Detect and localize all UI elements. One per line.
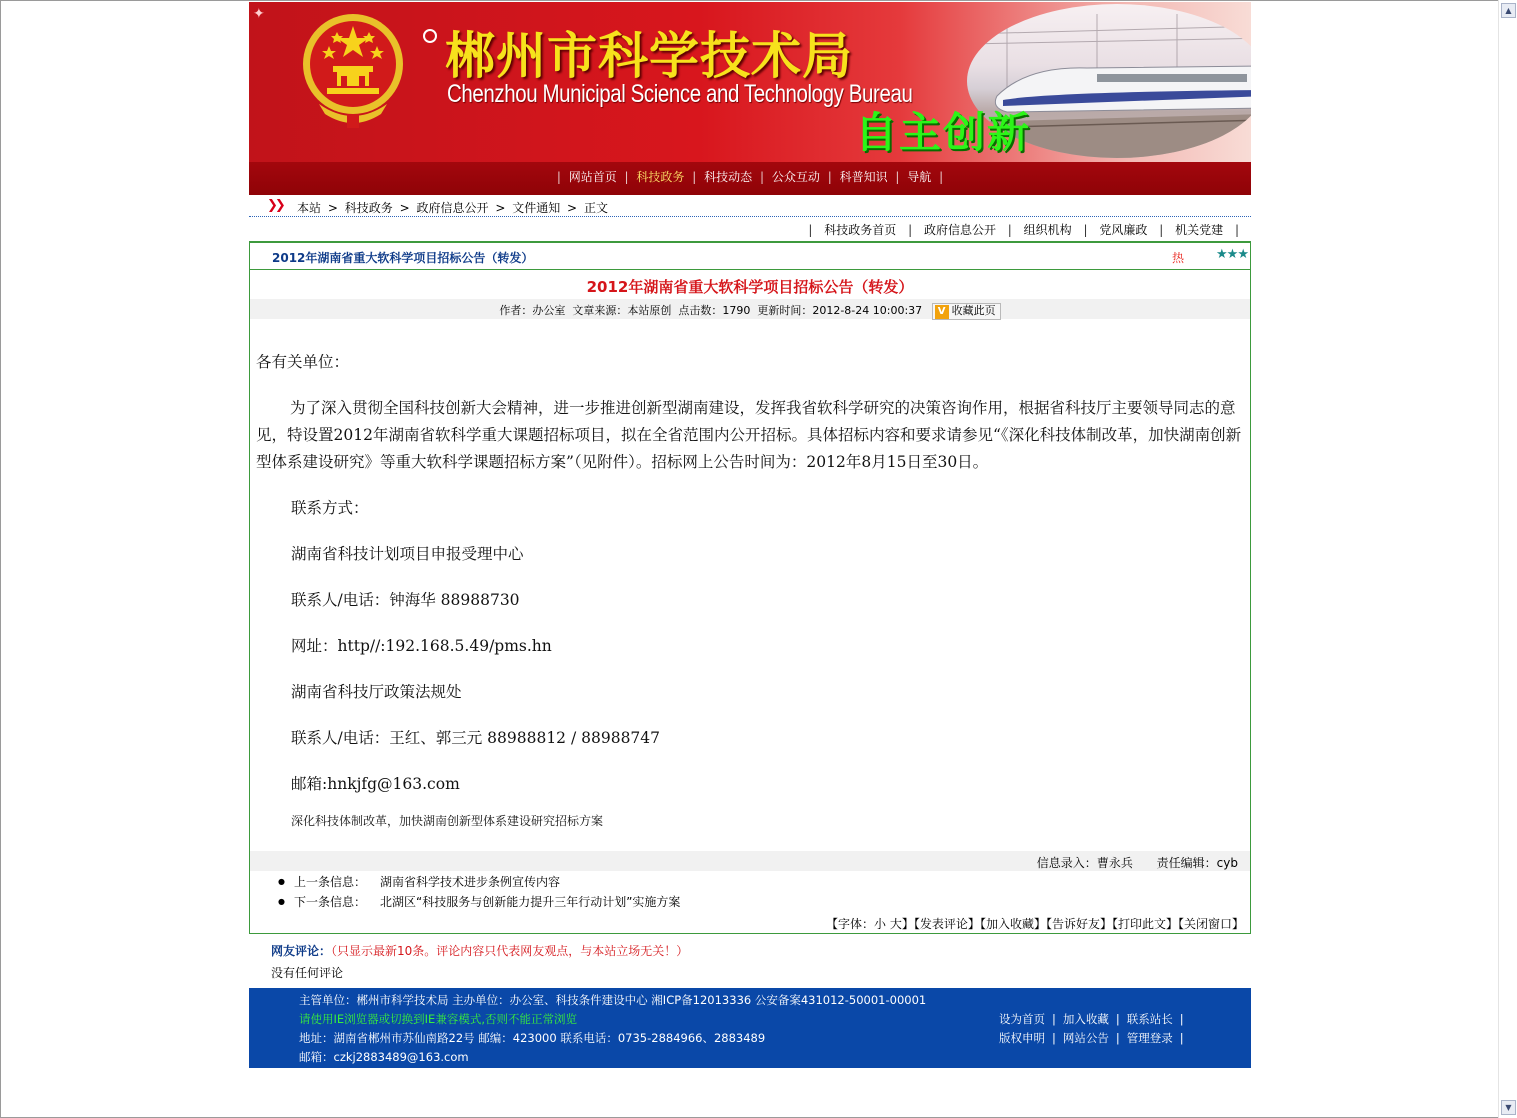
header-banner (249, 2, 1251, 162)
site-title-cn: 郴州市科学技术局 (445, 27, 853, 85)
article-meta: 作者：办公室 文章来源：本站原创 点击数：1790 更新时间：2012-8-24 10:00:37 V 收藏此页 (250, 299, 1250, 319)
recorder-name: 曹永兵 (1096, 856, 1133, 870)
list-item: ● 上一条信息： 湖南省科学技术进步条例宣传内容 (278, 873, 1250, 893)
scroll-down-arrow-icon[interactable]: ▼ (1501, 1100, 1516, 1115)
set-homepage-link[interactable]: 设为首页 (999, 1012, 1045, 1026)
subnav-sci-gov-home[interactable]: 科技政务首页 (824, 223, 897, 237)
breadcrumb: ❯❯ 本站 > 科技政务 > 政府信息公开 > 文件通知 > 正文 (249, 195, 1251, 217)
contact-title: 联系方式： (291, 499, 369, 517)
list-item: ● 下一条信息： 北湖区“科技服务与创新能力提升三年行动计划”实施方案 (278, 893, 1250, 913)
nav-sci-news[interactable]: 科技动态 (704, 170, 753, 184)
footer-sponsor: 主管单位：郴州市科学技术局 主办单位：办公室、科技条件建设中心 湘ICP备12013336 公安备案431012-50001-00001 (299, 993, 927, 1007)
breadcrumb-notices[interactable]: 文件通知 (512, 201, 561, 215)
national-emblem-icon (301, 10, 405, 130)
breadcrumb-current: 正文 (583, 201, 608, 215)
article-header-title: 2012年湖南省重大软科学项目招标公告（转发） (272, 251, 534, 265)
contact-org-1: 湖南省科技计划项目申报受理中心 (291, 545, 524, 563)
article-body: 为了深入贯彻全国科技创新大会精神，进一步推进创新型湖南建设，发挥我省软科学研究的决策咨询作用，根据省科技厅主要领导同志的意见，特设置2012年湖南省软科学重大课题招标项目，拟在全省范围内公开招标。具体招标内容和要求请参见“《深化科技体制改革，加快湖南创新型体系建设研究》等重大软科学课题招标方案”（见附件）。招标网上公告时间为：2012年8月15日至30日。 (256, 399, 1242, 471)
copyright-link[interactable]: 版权申明 (999, 1031, 1045, 1045)
font-large-button[interactable]: 大 (889, 917, 902, 931)
editor-name: cyb (1216, 856, 1238, 870)
footer-links-row-1: 设为首页 | 加入收藏 | 联系站长 | (999, 1012, 1184, 1026)
footer-links-row-2: 版权申明 | 网站公告 | 管理登录 | (999, 1031, 1184, 1045)
article-header-bar (250, 243, 1250, 270)
comments-section (249, 934, 1251, 984)
comments-heading: 网友评论： (271, 944, 332, 958)
attachment-link[interactable]: 深化科技体制改革，加快湖南创新型体系建设研究招标方案 (291, 814, 604, 828)
add-favorite-link[interactable]: 加入收藏 (1062, 1012, 1109, 1026)
add-favorite-button[interactable]: 【加入收藏】 (979, 917, 1046, 931)
footer-address: 地址：湖南省郴州市苏仙南路22号 邮编：423000 联系电话：0735-2884966、2883489 (299, 1031, 766, 1045)
nav-popular-science[interactable]: 科普知识 (839, 170, 888, 184)
contact-website: 网址：http//:192.168.5.49/pms.hn (291, 637, 552, 655)
contact-email: 邮箱:hnkjfg@163.com (291, 775, 460, 793)
author: 办公室 (532, 304, 566, 317)
prev-next-list (250, 871, 1250, 913)
comments-note: （只显示最新10条。评论内容只代表网友观点，与本站立场无关！） (331, 944, 689, 958)
source: 本站原创 (627, 304, 672, 317)
subnav-integrity[interactable]: 党风廉政 (1099, 223, 1148, 237)
footer (249, 988, 1251, 1068)
slogan-text: 自主创新 (855, 108, 1032, 157)
recorder-bar: 信息录入：曹永兵 责任编辑：cyb (250, 851, 1250, 871)
update-time: 2012-8-24 10:00:37 (812, 304, 923, 317)
hot-badge: 热 (1172, 251, 1185, 265)
nav-public-interaction[interactable]: 公众互动 (771, 170, 820, 184)
article-box (249, 241, 1251, 934)
double-chevron-icon: ❯❯ (267, 198, 283, 213)
rating-stars-icon: ★★★ (1216, 247, 1248, 262)
page-container (249, 2, 1251, 1068)
sparkle-icon: ✦ (253, 6, 265, 22)
article-content (250, 319, 1250, 831)
breadcrumb-sci-gov[interactable]: 科技政务 (344, 201, 393, 215)
next-article-link[interactable]: 北湖区“科技服务与创新能力提升三年行动计划”实施方案 (380, 895, 681, 909)
main-nav: | 网站首页 | 科技政务 | 科技动态 | 公众互动 | 科普知识 | 导航 | (249, 162, 1251, 195)
footer-email: 邮箱：czkj2883489@163.com (299, 1050, 469, 1064)
breadcrumb-site[interactable]: 本站 (297, 201, 322, 215)
favorite-icon: V (935, 305, 949, 319)
breadcrumb-gov-info[interactable]: 政府信息公开 (416, 201, 489, 215)
scroll-up-arrow-icon[interactable]: ▲ (1501, 3, 1516, 18)
decorative-circle-icon (423, 29, 437, 43)
nav-sci-gov[interactable]: 科技政务 (636, 170, 685, 184)
article-title: 2012年湖南省重大软科学项目招标公告（转发） (586, 278, 914, 296)
subnav-organization[interactable]: 组织机构 (1023, 223, 1072, 237)
footer-browser-notice: 请使用IE浏览器或切换到IE兼容模式,否则不能正常浏览 (299, 1012, 577, 1026)
tell-friend-button[interactable]: 【告诉好友】 (1045, 917, 1112, 931)
subnav-party[interactable]: 机关党建 (1175, 223, 1224, 237)
salutation: 各有关单位： (256, 353, 350, 371)
admin-login-link[interactable]: 管理登录 (1126, 1031, 1173, 1045)
prev-article-link[interactable]: 湖南省科学技术进步条例宣传内容 (380, 875, 561, 889)
sub-nav: | 科技政务首页 | 政府信息公开 | 组织机构 | 党风廉政 | 机关党建 | (808, 223, 1239, 237)
print-button[interactable]: 【打印此文】 (1111, 917, 1178, 931)
site-title-en: Chenzhou Municipal Science and Technology Bureau (447, 80, 913, 108)
contact-person-2: 联系人/电话：王红、郭三元 88988812 / 88988747 (291, 729, 661, 747)
comments-empty: 没有任何评论 (271, 966, 344, 980)
vertical-scrollbar[interactable] (1498, 0, 1517, 1118)
favorite-page-button[interactable]: V 收藏此页 (932, 303, 1001, 320)
post-comment-button[interactable]: 【发表评论】 (913, 917, 980, 931)
nav-navigation[interactable]: 导航 (907, 170, 932, 184)
font-small-button[interactable]: 小 (874, 917, 887, 931)
contact-person-1: 联系人/电话：钟海华 88988730 (291, 591, 520, 609)
close-window-button[interactable]: 【关闭窗口】 (1177, 917, 1244, 931)
contact-webmaster-link[interactable]: 联系站长 (1126, 1012, 1173, 1026)
contact-org-2: 湖南省科技厅政策法规处 (291, 683, 462, 701)
subnav-gov-info[interactable]: 政府信息公开 (923, 223, 996, 237)
nav-home[interactable]: 网站首页 (568, 170, 617, 184)
article-tools: 【字体：小 大】【发表评论】【加入收藏】【告诉好友】【打印此文】【关闭窗口】 (826, 917, 1244, 931)
click-count: 1790 (722, 304, 751, 317)
site-notice-link[interactable]: 网站公告 (1062, 1031, 1109, 1045)
